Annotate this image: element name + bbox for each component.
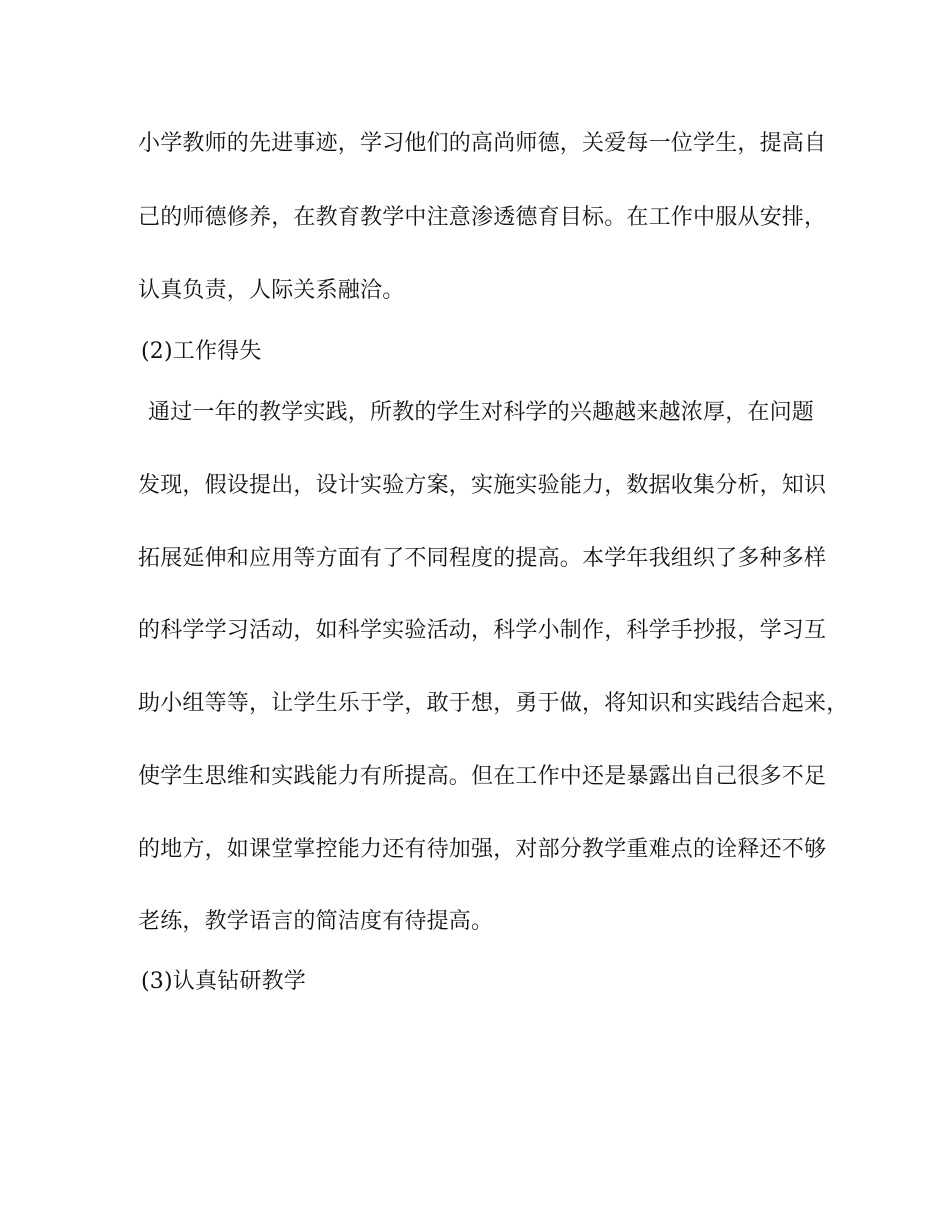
paragraph-line: 通过一年的教学实践，所教的学生对科学的兴趣越来越浓厚，在问题 (148, 400, 815, 425)
paragraph-line: 使学生思维和实践能力有所提高。但在工作中还是暴露出自己很多不足 (138, 764, 827, 789)
paragraph-line: 己的师德修养，在教育教学中注意渗透德育目标。在工作中服从安排， (138, 205, 827, 230)
paragraph-line: 老练，教学语言的简洁度有待提高。 (138, 909, 494, 934)
section-heading-3: (3)认真钻研教学 (141, 969, 306, 994)
paragraph-line: 助小组等等，让学生乐于学，敢于想，勇于做，将知识和实践结合起来， (138, 691, 849, 716)
section-heading-2: (2)工作得失 (141, 339, 262, 364)
paragraph-line: 认真负责，人际关系融洽。 (138, 278, 405, 303)
paragraph-line: 发现，假设提出，设计实验方案，实施实验能力，数据收集分析，知识 (138, 473, 827, 498)
paragraph-line: 拓展延伸和应用等方面有了不同程度的提高。本学年我组织了多种多样 (138, 546, 827, 571)
paragraph-line: 小学教师的先进事迹，学习他们的高尚师德，关爱每一位学生，提高自 (138, 131, 827, 156)
paragraph-line: 的科学学习活动，如科学实验活动，科学小制作，科学手抄报，学习互 (138, 618, 827, 643)
paragraph-line: 的地方，如课堂掌控能力还有待加强，对部分教学重难点的诠释还不够 (138, 837, 827, 862)
